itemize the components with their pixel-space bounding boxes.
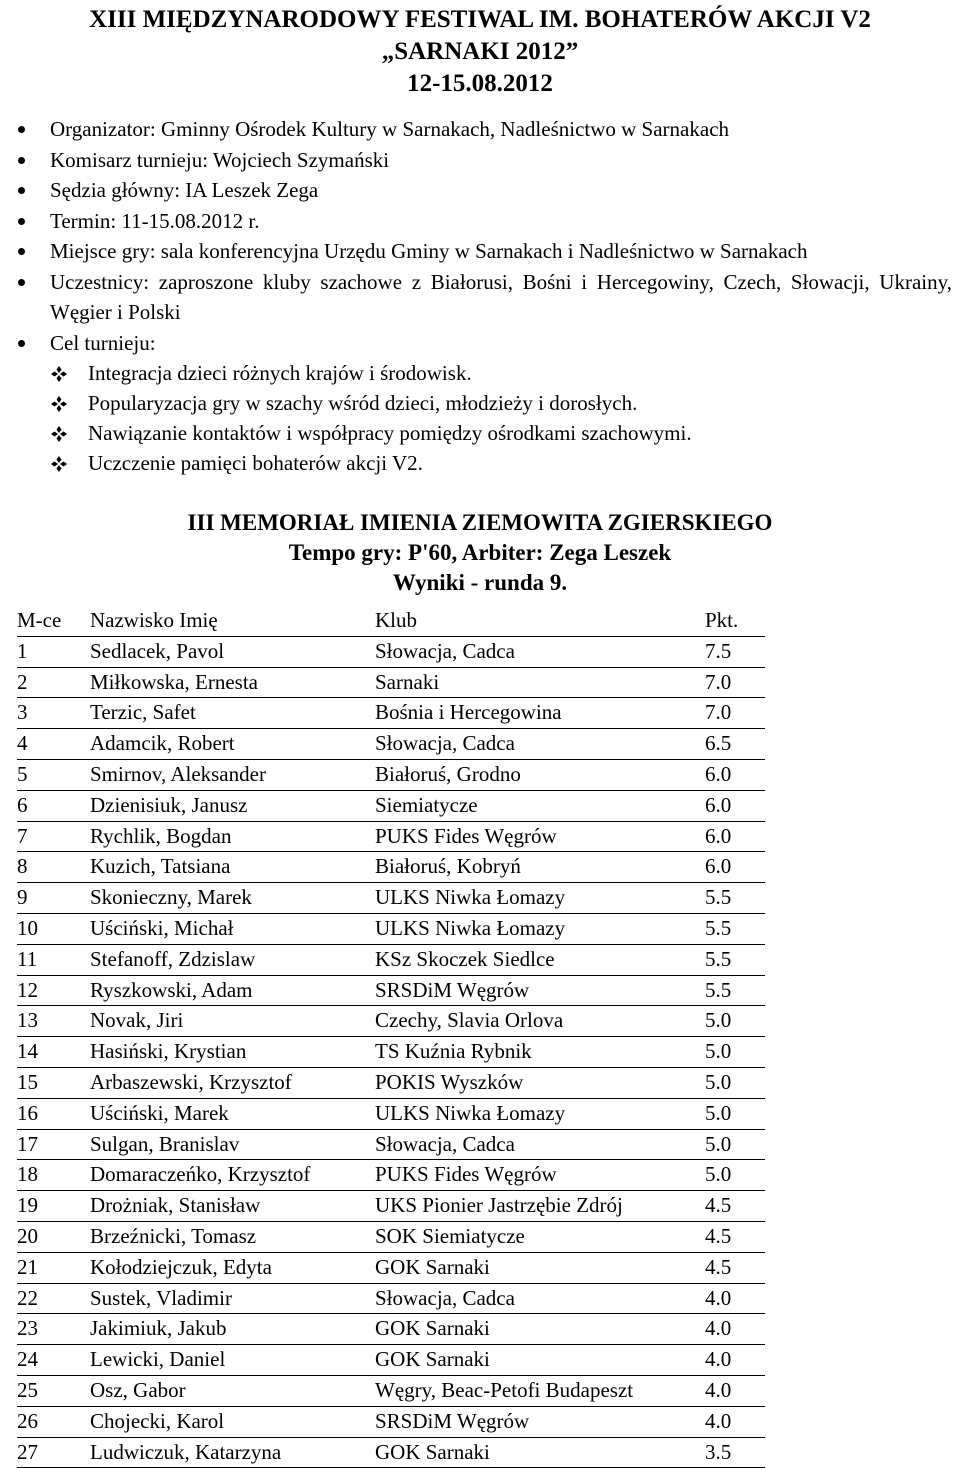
player-name-cell: Sustek, Vladimir [90,1283,375,1314]
info-goal [0,328,960,479]
points-cell: 4.0 [705,1375,765,1406]
memorial-heading [0,508,960,598]
col-header-place: M-ce [17,606,90,636]
club-cell: ULKS Niwka Łomazy [375,1098,705,1129]
table-row [17,1006,765,1037]
player-name-cell: Terzic, Safet [90,698,375,729]
info-commissioner: Komisarz turnieju: Wojciech Szymański [0,145,960,176]
table-row [17,1314,765,1345]
points-cell: 7.0 [705,698,765,729]
goal-list [50,358,952,478]
club-cell: KSz Skoczek Siedlce [375,944,705,975]
player-name-cell: Jakimiuk, Jakub [90,1314,375,1345]
player-name-cell: Adamcik, Robert [90,729,375,760]
info-participants: Uczestnicy: zaproszone kluby szachowe z Białorusi, Bośni i Hercegowiny, Czech, Słowacji, Ukrainy, Węgier i Polski [0,267,960,328]
player-name-cell: Uściński, Michał [90,913,375,944]
points-cell: 3.5 [705,1437,765,1468]
club-cell: TS Kuźnia Rybnik [375,1037,705,1068]
player-name-cell: Rychlik, Bogdan [90,821,375,852]
club-cell: Siemiatycze [375,790,705,821]
info-judge: Sędzia główny: IA Leszek Zega [0,175,960,206]
player-name-cell: Lewicki, Daniel [90,1345,375,1376]
points-cell: 6.5 [705,729,765,760]
memorial-round: Wyniki - runda 9. [392,570,568,595]
club-cell: Sarnaki [375,667,705,698]
player-name-cell: Sedlacek, Pavol [90,636,375,667]
player-name-cell: Ludwiczuk, Katarzyna [90,1437,375,1468]
table-row [17,1067,765,1098]
player-name-cell: Novak, Jiri [90,1006,375,1037]
goal-text: Popularyzacja gry w szachy wśród dzieci, młodzieży i dorosłych. [88,391,638,415]
table-row [17,698,765,729]
player-name-cell: Drożniak, Stanisław [90,1191,375,1222]
place-cell: 23 [17,1314,90,1345]
points-cell: 4.5 [705,1252,765,1283]
place-cell: 20 [17,1221,90,1252]
club-cell: Czechy, Slavia Orlova [375,1006,705,1037]
place-cell: 16 [17,1098,90,1129]
player-name-cell: Stefanoff, Zdzislaw [90,944,375,975]
place-cell: 27 [17,1437,90,1468]
place-cell: 8 [17,852,90,883]
table-row [17,1098,765,1129]
place-cell: 25 [17,1375,90,1406]
points-cell: 4.0 [705,1283,765,1314]
results-table [17,606,765,1468]
points-cell: 7.5 [705,636,765,667]
club-cell: Białoruś, Kobryń [375,852,705,883]
player-name-cell: Kołodziejczuk, Edyta [90,1252,375,1283]
club-cell: GOK Sarnaki [375,1314,705,1345]
table-row [17,975,765,1006]
table-row [17,729,765,760]
player-name-cell: Kuzich, Tatsiana [90,852,375,883]
points-cell: 6.0 [705,821,765,852]
player-name-cell: Arbaszewski, Krzysztof [90,1067,375,1098]
table-row [17,1191,765,1222]
four-diamond-icon [50,425,68,443]
place-cell: 5 [17,759,90,790]
points-cell: 6.0 [705,759,765,790]
club-cell: ULKS Niwka Łomazy [375,883,705,914]
club-cell: Słowacja, Cadca [375,1283,705,1314]
club-cell: Białoruś, Grodno [375,759,705,790]
club-cell: PUKS Fides Węgrów [375,821,705,852]
place-cell: 6 [17,790,90,821]
points-cell: 5.5 [705,913,765,944]
table-row [17,913,765,944]
club-cell: PUKS Fides Węgrów [375,1160,705,1191]
points-cell: 4.0 [705,1406,765,1437]
goal-text: Integracja dzieci różnych krajów i środowisk. [88,361,472,385]
club-cell: POKIS Wyszków [375,1067,705,1098]
table-row [17,759,765,790]
place-cell: 19 [17,1191,90,1222]
table-row [17,1037,765,1068]
points-cell: 5.5 [705,883,765,914]
info-organizer: Organizator: Gminny Ośrodek Kultury w Sarnakach, Nadleśnictwo w Sarnakach [0,114,960,145]
table-row [17,1437,765,1468]
points-cell: 5.0 [705,1006,765,1037]
club-cell: UKS Pionier Jastrzębie Zdrój [375,1191,705,1222]
goal-label: Cel turnieju: [50,330,156,355]
place-cell: 26 [17,1406,90,1437]
player-name-cell: Ryszkowski, Adam [90,975,375,1006]
place-cell: 18 [17,1160,90,1191]
points-cell: 4.0 [705,1314,765,1345]
club-cell: Słowacja, Cadca [375,729,705,760]
table-row [17,852,765,883]
player-name-cell: Chojecki, Karol [90,1406,375,1437]
table-row [17,667,765,698]
goal-item [50,358,952,388]
four-diamond-icon [50,395,68,413]
memorial-title: III MEMORIAŁ IMIENIA ZIEMOWITA ZGIERSKIEGO [187,510,773,535]
goal-text: Uczczenie pamięci bohaterów akcji V2. [88,451,423,475]
player-name-cell: Dzienisiuk, Janusz [90,790,375,821]
place-cell: 11 [17,944,90,975]
club-cell: SOK Siemiatycze [375,1221,705,1252]
table-row [17,1160,765,1191]
points-cell: 4.5 [705,1191,765,1222]
points-cell: 5.0 [705,1129,765,1160]
document-header [0,0,960,100]
memorial-tempo: Tempo gry: P'60, Arbiter: Zega Leszek [288,540,672,565]
place-cell: 10 [17,913,90,944]
tournament-info-list [0,114,960,478]
place-cell: 4 [17,729,90,760]
points-cell: 5.5 [705,944,765,975]
player-name-cell: Sulgan, Branislav [90,1129,375,1160]
player-name-cell: Domaraczeńko, Krzysztof [90,1160,375,1191]
goal-item [50,448,952,478]
place-cell: 14 [17,1037,90,1068]
table-row [17,821,765,852]
table-row [17,636,765,667]
place-cell: 22 [17,1283,90,1314]
points-cell: 6.0 [705,852,765,883]
place-cell: 21 [17,1252,90,1283]
points-cell: 6.0 [705,790,765,821]
player-name-cell: Smirnov, Aleksander [90,759,375,790]
points-cell: 4.0 [705,1345,765,1376]
table-row [17,1129,765,1160]
place-cell: 7 [17,821,90,852]
place-cell: 24 [17,1345,90,1376]
player-name-cell: Brzeźnicki, Tomasz [90,1221,375,1252]
player-name-cell: Uściński, Marek [90,1098,375,1129]
place-cell: 13 [17,1006,90,1037]
festival-subtitle: „SARNAKI 2012” [381,38,579,65]
col-header-name: Nazwisko Imię [90,606,375,636]
player-name-cell: Skonieczny, Marek [90,883,375,914]
four-diamond-icon [50,365,68,383]
place-cell: 1 [17,636,90,667]
four-diamond-icon [50,455,68,473]
points-cell: 4.5 [705,1221,765,1252]
goal-text: Nawiązanie kontaktów i współpracy pomiędzy ośrodkami szachowymi. [88,421,692,445]
info-venue: Miejsce gry: sala konferencyjna Urzędu Gminy w Sarnakach i Nadleśnictwo w Sarnakach [0,236,960,267]
results-body [17,636,765,1468]
table-row [17,1375,765,1406]
points-cell: 5.0 [705,1067,765,1098]
club-cell: GOK Sarnaki [375,1252,705,1283]
place-cell: 9 [17,883,90,914]
club-cell: Słowacja, Cadca [375,636,705,667]
col-header-points: Pkt. [705,606,765,636]
player-name-cell: Hasiński, Krystian [90,1037,375,1068]
table-row [17,1283,765,1314]
club-cell: ULKS Niwka Łomazy [375,913,705,944]
table-row [17,1221,765,1252]
points-cell: 5.0 [705,1160,765,1191]
points-cell: 5.5 [705,975,765,1006]
results-header-row [17,606,765,636]
club-cell: Bośnia i Hercegowina [375,698,705,729]
place-cell: 17 [17,1129,90,1160]
info-term: Termin: 11-15.08.2012 r. [0,206,960,237]
table-row [17,1406,765,1437]
festival-title: XIII MIĘDZYNARODOWY FESTIWAL IM. BOHATERÓW AKCJI V2 [89,6,871,33]
club-cell: GOK Sarnaki [375,1345,705,1376]
table-row [17,944,765,975]
club-cell: Słowacja, Cadca [375,1129,705,1160]
table-row [17,790,765,821]
table-row [17,1345,765,1376]
place-cell: 12 [17,975,90,1006]
club-cell: SRSDiM Węgrów [375,975,705,1006]
player-name-cell: Osz, Gabor [90,1375,375,1406]
place-cell: 3 [17,698,90,729]
club-cell: SRSDiM Węgrów [375,1406,705,1437]
club-cell: GOK Sarnaki [375,1437,705,1468]
points-cell: 7.0 [705,667,765,698]
goal-item [50,418,952,448]
festival-dates: 12-15.08.2012 [407,70,553,97]
col-header-club: Klub [375,606,705,636]
club-cell: Węgry, Beac-Petofi Budapeszt [375,1375,705,1406]
place-cell: 2 [17,667,90,698]
player-name-cell: Miłkowska, Ernesta [90,667,375,698]
table-row [17,883,765,914]
goal-item [50,388,952,418]
table-row [17,1252,765,1283]
place-cell: 15 [17,1067,90,1098]
points-cell: 5.0 [705,1098,765,1129]
points-cell: 5.0 [705,1037,765,1068]
